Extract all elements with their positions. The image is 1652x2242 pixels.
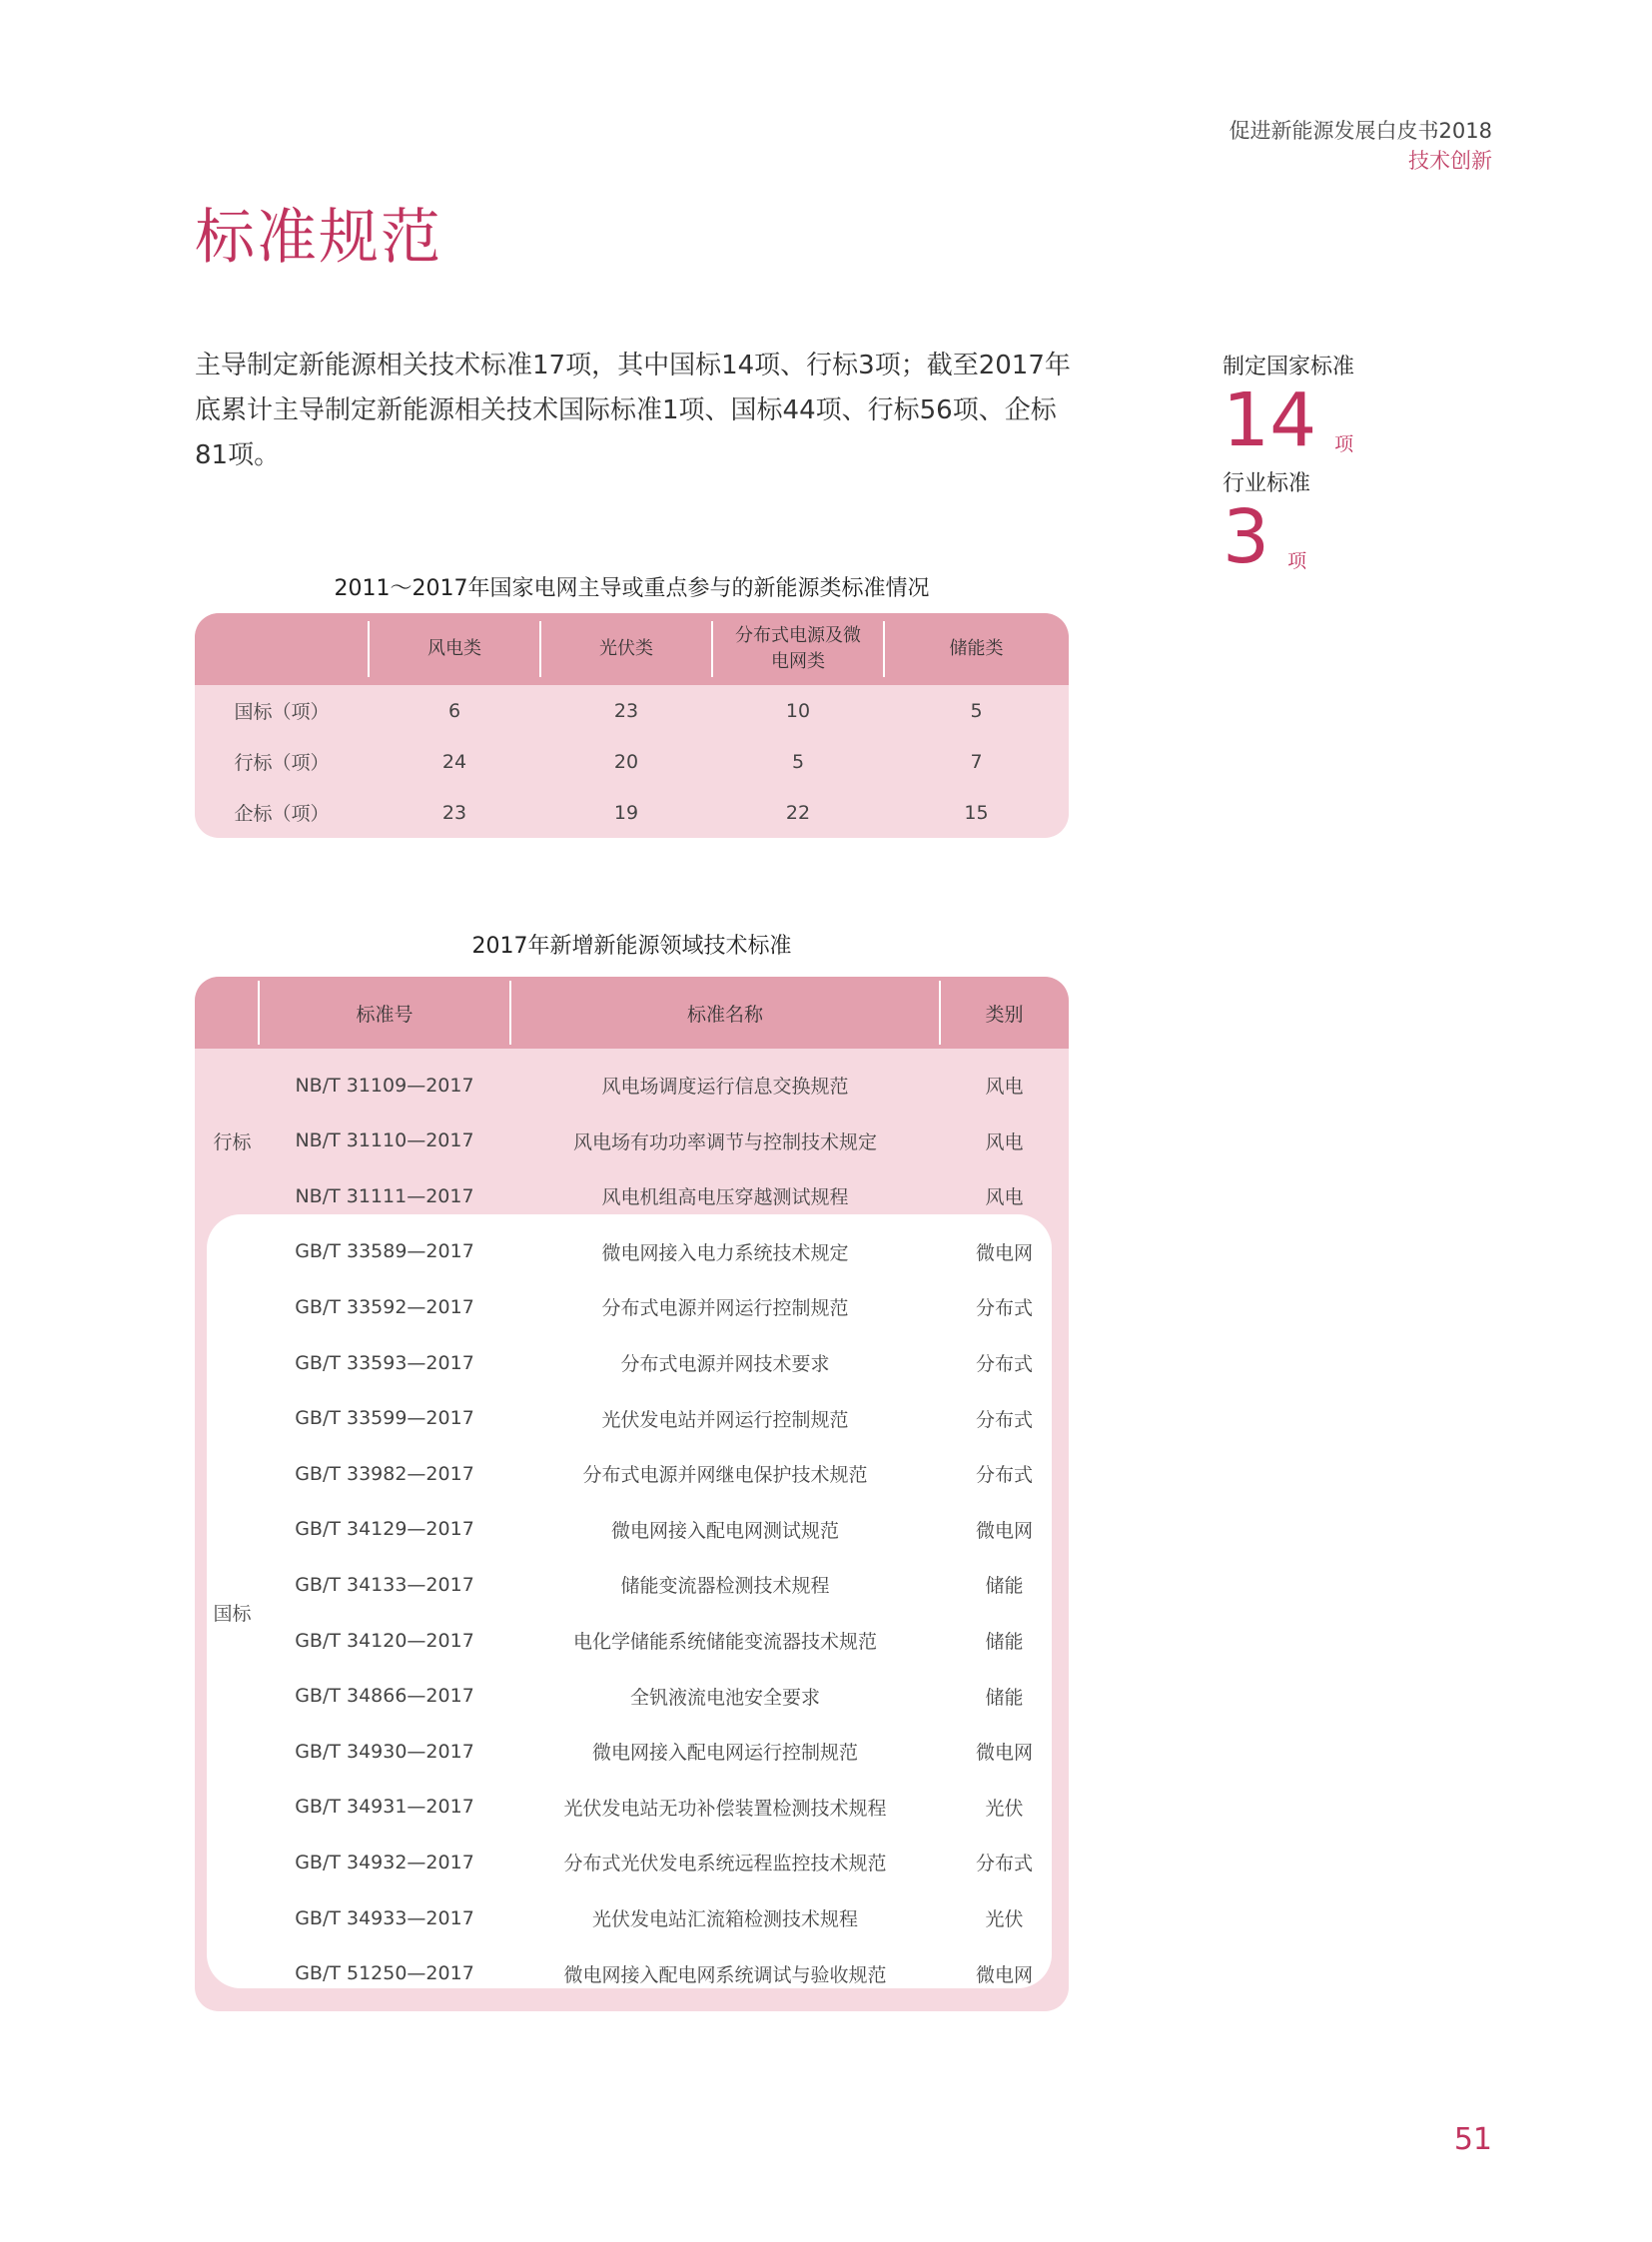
column-header-line: 光伏类 xyxy=(599,638,653,659)
standard-code: GB/T 34133—2017 xyxy=(295,1573,474,1596)
kpi-value: 14 xyxy=(1223,377,1317,463)
standard-code: GB/T 34931—2017 xyxy=(295,1796,474,1819)
table1-caption: 2011～2017年国家电网主导或重点参与的新能源类标准情况 xyxy=(334,576,930,601)
standard-name: 分布式电源并网继电保护技术规范 xyxy=(582,1464,868,1487)
table-row xyxy=(195,1279,1069,1334)
row-label: 国标（项） xyxy=(234,701,330,723)
page-number: 51 xyxy=(1453,2122,1492,2157)
column-header xyxy=(884,613,1069,685)
table-row xyxy=(195,1224,1069,1279)
chapter-title: 技术创新 xyxy=(1408,149,1492,173)
cell-value: 19 xyxy=(613,801,639,824)
standard-code: GB/T 33589—2017 xyxy=(295,1240,474,1263)
standard-name: 微电网接入配电网系统调试与验收规范 xyxy=(563,1963,887,1986)
column-header-line: 电网类 xyxy=(771,651,825,672)
column-header-line: 储能类 xyxy=(949,638,1004,659)
column-header-line: 风电类 xyxy=(427,638,481,659)
table-row xyxy=(195,1890,1069,1945)
standard-code: GB/T 34866—2017 xyxy=(295,1685,474,1708)
standard-code: GB/T 33592—2017 xyxy=(295,1295,474,1318)
standard-code: GB/T 33599—2017 xyxy=(295,1407,474,1430)
standard-category: 微电网 xyxy=(975,1963,1033,1986)
standard-code: GB/T 33982—2017 xyxy=(295,1462,474,1485)
table2-caption: 2017年新增新能源领域技术标准 xyxy=(471,934,792,959)
column-header: 标准号 xyxy=(356,1003,413,1026)
column-header: 标准名称 xyxy=(686,1003,763,1026)
standard-category: 风电 xyxy=(985,1076,1024,1098)
standard-name: 微电网接入配电网运行控制规范 xyxy=(591,1742,858,1765)
standard-name: 风电场有功功率调节与控制技术规定 xyxy=(572,1130,877,1153)
standard-category: 分布式 xyxy=(975,1408,1033,1431)
new-standards-table xyxy=(195,977,1069,2011)
table-row xyxy=(195,1168,1069,1223)
table-row xyxy=(195,1724,1069,1779)
column-divider xyxy=(258,981,260,1045)
standard-code: GB/T 33593—2017 xyxy=(295,1351,474,1374)
column-header-line: 分布式电源及微 xyxy=(735,625,861,646)
column-header xyxy=(712,613,884,685)
standards-summary-table xyxy=(195,613,1069,838)
standard-name: 光伏发电站并网运行控制规范 xyxy=(601,1408,849,1431)
standard-category: 储能 xyxy=(985,1631,1024,1653)
standard-category: 储能 xyxy=(985,1686,1024,1709)
standard-code: NB/T 31111—2017 xyxy=(295,1184,474,1207)
standard-name: 全钒液流电池安全要求 xyxy=(629,1686,820,1709)
table-row xyxy=(195,1780,1069,1835)
cell-value: 5 xyxy=(791,750,805,773)
standard-category: 微电网 xyxy=(975,1241,1033,1264)
intro-paragraph: 主导制定新能源相关技术标准17项，其中国标14项、行标3项；截至2017年底累计主导制定新能源相关技术国际标准1项、国标44项、行标56项、企标81项。 xyxy=(195,351,1071,470)
table-row xyxy=(195,1669,1069,1724)
table-row xyxy=(195,1391,1069,1446)
cell-value: 7 xyxy=(970,750,983,773)
standard-code: GB/T 34930—2017 xyxy=(295,1740,474,1763)
cell-value: 22 xyxy=(785,801,811,824)
standard-name: 微电网接入电力系统技术规定 xyxy=(601,1241,849,1264)
standard-category: 储能 xyxy=(985,1575,1024,1598)
standard-category: 分布式 xyxy=(975,1464,1033,1487)
standard-name: 分布式光伏发电系统远程监控技术规范 xyxy=(563,1853,887,1875)
column-divider xyxy=(883,621,885,677)
book-title: 促进新能源发展白皮书2018 xyxy=(1229,119,1492,143)
table-row xyxy=(195,1335,1069,1390)
table-row xyxy=(195,1446,1069,1501)
table-row xyxy=(195,1613,1069,1668)
standard-code: NB/T 31110—2017 xyxy=(295,1129,474,1152)
table-row xyxy=(195,1114,1069,1168)
table-row xyxy=(195,1835,1069,1889)
standard-name: 风电场调度运行信息交换规范 xyxy=(601,1076,849,1098)
column-header: 类别 xyxy=(985,1003,1024,1026)
column-divider xyxy=(939,981,941,1045)
section-title: 标准规范 xyxy=(195,203,442,273)
table-row xyxy=(195,736,1069,787)
standard-category: 风电 xyxy=(985,1130,1024,1153)
standard-code: NB/T 31109—2017 xyxy=(295,1074,474,1097)
kpi-unit: 项 xyxy=(1287,550,1307,572)
standard-name: 电化学储能系统储能变流器技术规范 xyxy=(572,1631,877,1653)
standard-category: 微电网 xyxy=(975,1519,1033,1542)
kpi-value: 3 xyxy=(1223,494,1270,580)
cell-value: 23 xyxy=(441,801,467,824)
table-row xyxy=(195,685,1069,736)
kpi-label: 行业标准 xyxy=(1223,471,1311,496)
cell-value: 20 xyxy=(613,750,639,773)
standard-code: GB/T 34932—2017 xyxy=(295,1851,474,1873)
standard-category: 分布式 xyxy=(975,1353,1033,1375)
column-divider xyxy=(711,621,713,677)
standard-category: 光伏 xyxy=(985,1908,1024,1930)
cell-value: 10 xyxy=(785,699,811,722)
column-divider xyxy=(539,621,541,677)
kpi-label: 制定国家标准 xyxy=(1223,355,1355,379)
column-divider xyxy=(509,981,511,1045)
kpi-national-standards xyxy=(1223,350,1355,463)
standard-name: 光伏发电站汇流箱检测技术规程 xyxy=(591,1908,858,1930)
kpi-unit: 项 xyxy=(1334,433,1354,455)
column-header xyxy=(369,613,540,685)
table-row xyxy=(195,1058,1069,1113)
cell-value: 15 xyxy=(964,801,989,824)
standard-code: GB/T 34120—2017 xyxy=(295,1629,474,1652)
standard-name: 微电网接入配电网测试规范 xyxy=(610,1519,839,1542)
running-header xyxy=(1230,116,1492,176)
cell-value: 24 xyxy=(441,750,467,773)
standard-name: 分布式电源并网技术要求 xyxy=(620,1353,830,1375)
table-row xyxy=(195,1946,1069,2001)
group-label: 国标 xyxy=(213,1603,252,1626)
standard-category: 风电 xyxy=(985,1186,1024,1209)
standard-code: GB/T 34129—2017 xyxy=(295,1518,474,1541)
table-row xyxy=(195,787,1069,838)
kpi-industry-standards xyxy=(1223,466,1311,580)
standard-name: 光伏发电站无功补偿装置检测技术规程 xyxy=(563,1797,887,1820)
standard-category: 分布式 xyxy=(975,1297,1033,1320)
column-divider xyxy=(368,621,370,677)
standard-code: GB/T 34933—2017 xyxy=(295,1906,474,1929)
column-header xyxy=(540,613,712,685)
cell-value: 5 xyxy=(970,699,983,722)
standard-name: 风电机组高电压穿越测试规程 xyxy=(601,1186,849,1209)
standard-category: 微电网 xyxy=(975,1742,1033,1765)
row-label: 行标（项） xyxy=(234,752,330,774)
standard-category: 光伏 xyxy=(985,1797,1024,1820)
table-row xyxy=(195,1557,1069,1612)
row-label: 企标（项） xyxy=(234,803,330,825)
group-label: 行标 xyxy=(213,1130,252,1153)
standard-name: 储能变流器检测技术规程 xyxy=(620,1575,830,1598)
standard-category: 分布式 xyxy=(975,1853,1033,1875)
cell-value: 23 xyxy=(613,699,639,722)
standard-code: GB/T 51250—2017 xyxy=(295,1962,474,1985)
cell-value: 6 xyxy=(447,699,461,722)
standard-name: 分布式电源并网运行控制规范 xyxy=(601,1297,849,1320)
table-row xyxy=(195,1502,1069,1557)
